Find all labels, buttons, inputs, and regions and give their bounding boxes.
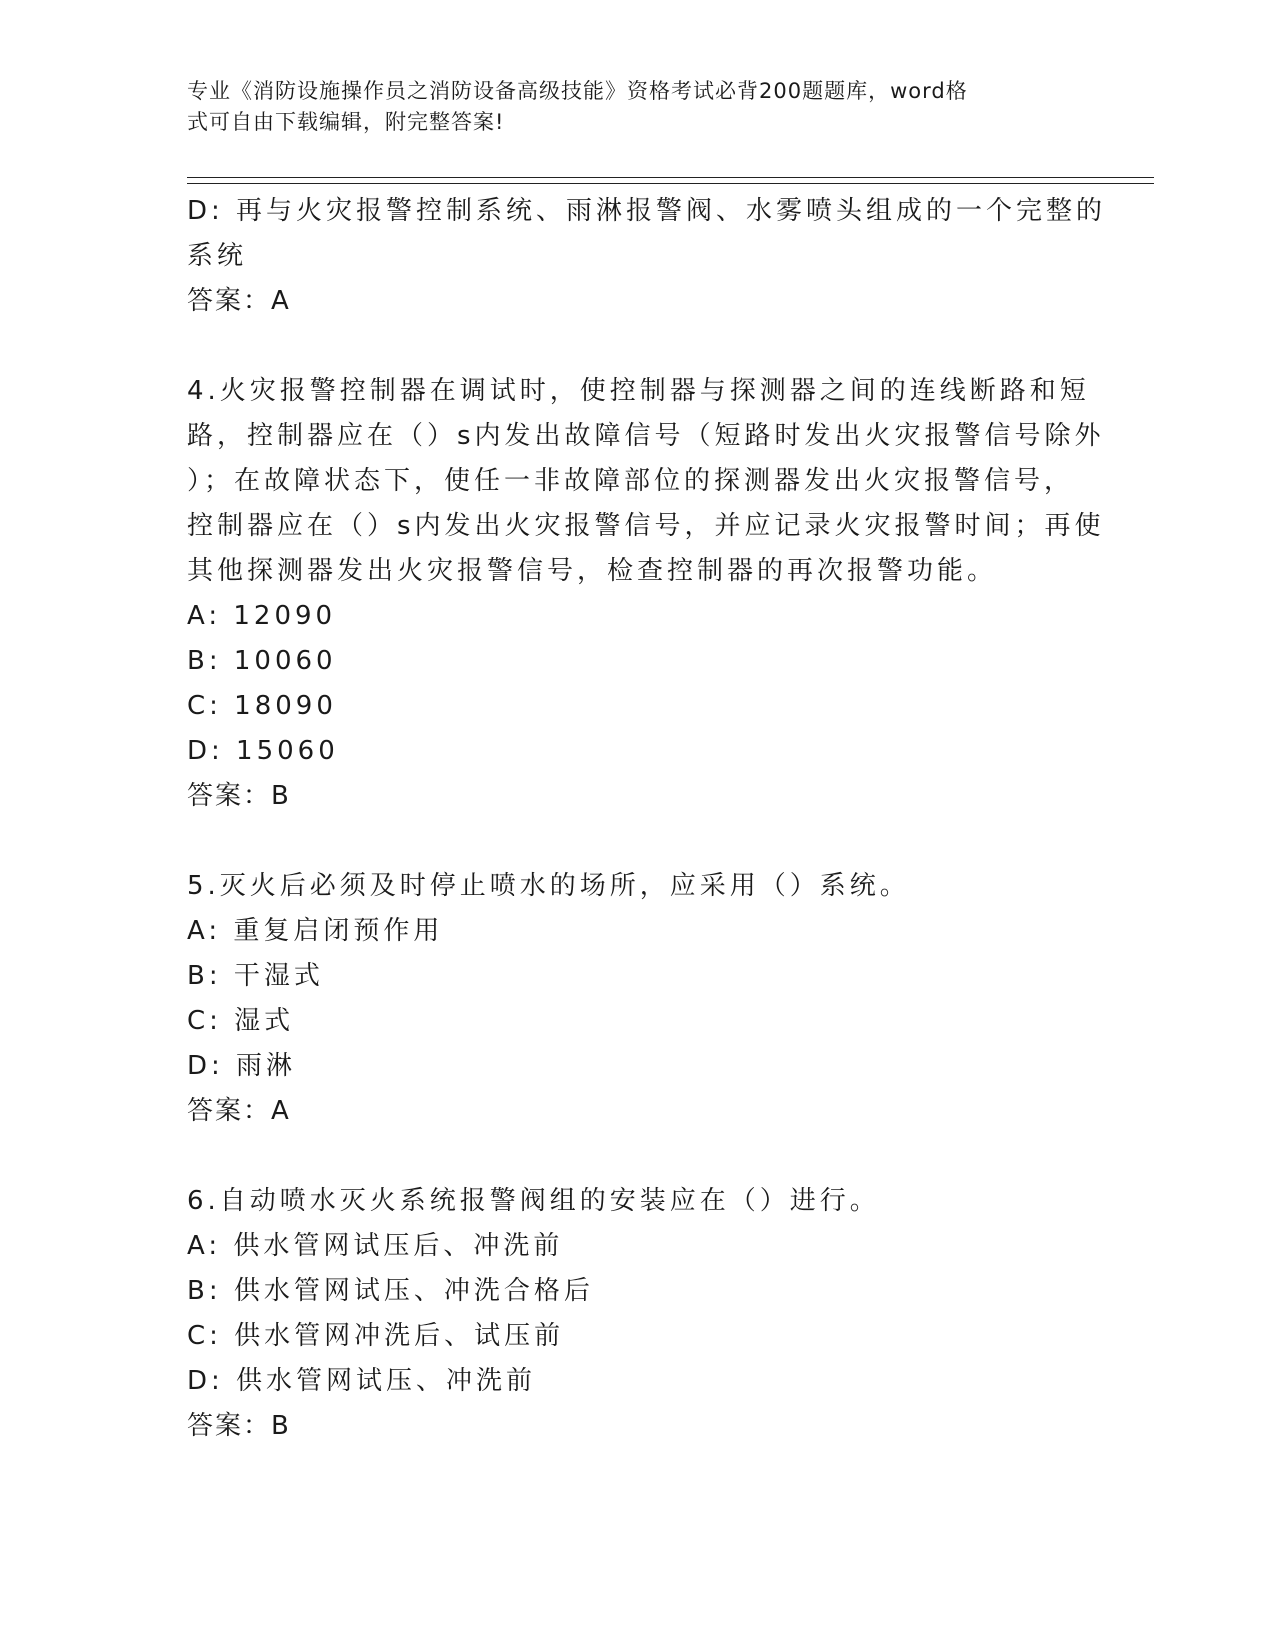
question-stem-line: 6.自动喷水灭火系统报警阀组的安装应在（）进行。 [187, 1186, 880, 1216]
option-d-line-2: 系统 [187, 241, 248, 271]
question-3-tail [187, 189, 1107, 324]
option-d: D: 雨淋 [187, 1051, 297, 1081]
header-title-line-1: 专业《消防设施操作员之消防设备高级技能》资格考试必背200题题库，word格 [187, 79, 968, 103]
option-a: A: 供水管网试压后、冲洗前 [187, 1231, 564, 1261]
option-b: B: 干湿式 [187, 961, 324, 991]
answer-line: 答案：A [187, 286, 291, 316]
spacer [187, 1134, 1087, 1179]
option-a: A: 12090 [187, 601, 337, 631]
question-stem-line: 路，控制器应在（）s内发出故障信号（短路时发出火灾报警信号除外 [187, 421, 1105, 451]
page-header [187, 76, 1077, 138]
option-c: C: 供水管网冲洗后、试压前 [187, 1321, 565, 1351]
header-divider [187, 177, 1154, 184]
question-4 [187, 369, 1105, 819]
option-d: D: 15060 [187, 736, 339, 766]
answer-line: 答案：B [187, 781, 291, 811]
question-stem-line: 5.灭火后必须及时停止喷水的场所，应采用（）系统。 [187, 871, 910, 901]
question-stem-line: 4.火灾报警控制器在调试时，使控制器与探测器之间的连线断路和短 [187, 376, 1090, 406]
option-c: C: 湿式 [187, 1006, 295, 1036]
header-title-line-2: 式可自由下载编辑，附完整答案! [187, 110, 505, 134]
option-d-line-1: D: 再与火灾报警控制系统、雨淋报警阀、水雾喷头组成的一个完整的 [187, 196, 1107, 226]
answer-line: 答案：A [187, 1096, 291, 1126]
spacer [187, 324, 1087, 369]
option-b: B: 10060 [187, 646, 337, 676]
question-stem-line: 其他探测器发出火灾报警信号，检查控制器的再次报警功能。 [187, 556, 998, 586]
option-c: C: 18090 [187, 691, 337, 721]
option-a: A: 重复启闭预作用 [187, 916, 444, 946]
question-6 [187, 1179, 1087, 1449]
option-d: D: 供水管网试压、冲洗前 [187, 1366, 537, 1396]
question-stem-line: ）；在故障状态下，使任一非故障部位的探测器发出火灾报警信号， [187, 466, 1075, 496]
question-stem-line: 控制器应在（）s内发出火灾报警信号，并应记录火灾报警时间；再使 [187, 511, 1105, 541]
question-5 [187, 864, 1087, 1134]
question-list [187, 189, 1107, 1449]
spacer [187, 819, 1087, 864]
answer-line: 答案：B [187, 1411, 291, 1441]
option-b: B: 供水管网试压、冲洗合格后 [187, 1276, 594, 1306]
